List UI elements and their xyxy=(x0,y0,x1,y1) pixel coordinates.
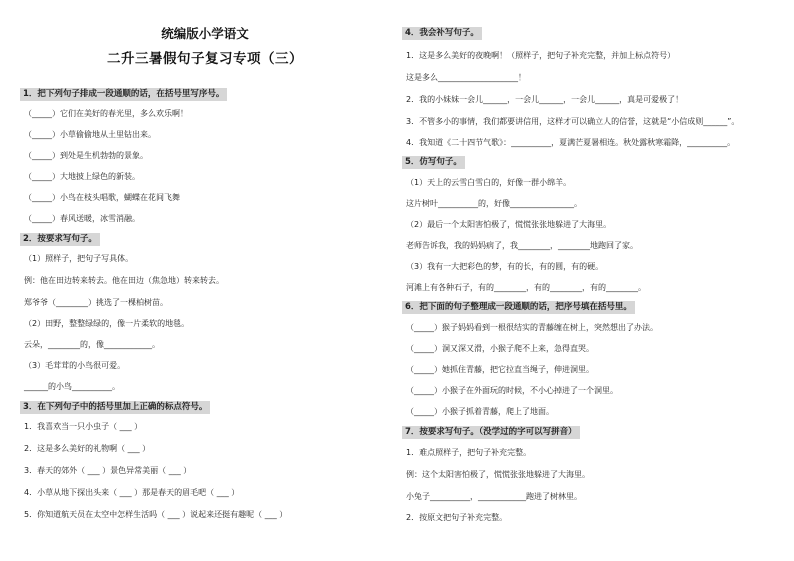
s2-item-2: 例：他在田边转来转去。他在田边（焦急地）转来转去。 xyxy=(24,276,224,285)
s5-item-6: 河滩上有各种石子，有的________，有的________，有的________。 xyxy=(406,283,646,292)
s5-item-3: （2）最后一个太阳害怕极了，慌慌张张地躲进了大海里。 xyxy=(406,220,612,229)
s4-item-5: 4．我知道《二十四节气歌》：__________，夏满芒夏暑相连。秋处露秋寒霜降，__________。 xyxy=(406,138,736,147)
s7-item-1: 1．难点照样子，把句子补充完整。 xyxy=(406,448,532,457)
s1-item-6: （_____）春风送暖，冰雪消融。 xyxy=(24,214,140,223)
s3-item-1: 1．我喜欢当一只小虫子（ ___ ） xyxy=(24,422,143,431)
s1-item-5: （_____）小鸟在枝头唱歌，蝴蝶在花间飞舞 xyxy=(24,193,180,202)
s6-item-1: （_____）猴子妈妈看到一根很结实的青藤缠在树上，突然想出了办法。 xyxy=(406,323,658,332)
s4-item-3: 2．我的小妹妹一会儿______，一会儿______，一会儿______，真是可爱极了！ xyxy=(406,95,684,104)
s1-item-4: （_____）大地披上绿色的新装。 xyxy=(24,172,140,181)
s2-item-3: 郑爷爷（________）挑选了一棵柏树苗。 xyxy=(24,298,168,307)
s7-item-3: 小兔子__________，____________跑进了树林里。 xyxy=(406,492,582,501)
s6-item-2: （_____）洞又深又滑，小猴子爬不上来，急得直哭。 xyxy=(406,344,594,353)
s1-item-3: （_____）到处是生机勃勃的景象。 xyxy=(24,151,148,160)
section-1-header: 1．把下列句子排成一段通顺的话，在括号里写序号。 xyxy=(20,88,227,101)
s6-item-3: （_____）她抓住青藤，把它拉直当绳子，伸进洞里。 xyxy=(406,365,594,374)
s4-item-2: 这是多么____________________！ xyxy=(406,73,526,82)
s5-item-4: 老师告诉我，我的妈妈病了，我________，________地跑回了家。 xyxy=(406,241,638,250)
section-3-header: 3．在下列句子中的括号里加上正确的标点符号。 xyxy=(20,401,210,414)
s5-item-1: （1）天上的云雪白雪白的，好像一群小绵羊。 xyxy=(406,178,572,187)
s2-item-5: 云朵，________的，像____________。 xyxy=(24,340,160,349)
s4-item-4: 3．不管多小的事情，我们都要讲信用，这样才可以确立人的信誉，这就是“小信成则______”。 xyxy=(406,117,740,126)
s3-item-2: 2．这是多么美好的礼物啊（ ___ ） xyxy=(24,444,151,453)
s4-item-1: 1．这是多么美好的夜晚啊！（照样子，把句子补充完整，并加上标点符号） xyxy=(406,51,676,60)
s2-item-4: （2）田野，整整绿绿的，像一片柔软的地毯。 xyxy=(24,319,190,328)
s2-item-7: ______的小鸟__________。 xyxy=(24,382,120,391)
section-6-header: 6．把下面的句子整理成一段通顺的话，把序号填在括号里。 xyxy=(402,301,635,314)
worksheet-title: 统编版小学语文 xyxy=(161,26,249,41)
section-7-header: 7．按要求写句子。（没学过的字可以写拼音） xyxy=(402,426,580,439)
s6-item-4: （_____）小猴子在外面玩的时候，不小心掉进了一个洞里。 xyxy=(406,386,618,395)
section-2-header: 2．按要求写句子。 xyxy=(20,233,100,246)
s2-item-1: （1）照样子，把句子写具体。 xyxy=(24,254,134,263)
s3-item-3: 3．春天的郊外（ ___ ）景色异常美丽（ ___ ） xyxy=(24,466,192,475)
s3-item-5: 5．你知道航天员在太空中怎样生活吗（ ___ ）说起来还挺有趣呢（ ___ ） xyxy=(24,510,288,519)
s7-item-4: 2．按原文把句子补充完整。 xyxy=(406,513,508,522)
s5-item-2: 这片树叶__________的，好像________________。 xyxy=(406,199,582,208)
section-4-header: 4．我会补写句子。 xyxy=(402,27,482,40)
s1-item-2: （_____）小草偷偷地从土里钻出来。 xyxy=(24,130,156,139)
s6-item-5: （_____）小猴子抓着青藤，爬上了地面。 xyxy=(406,407,554,416)
s1-item-1: （_____）它们在美好的春光里，多么欢乐啊！ xyxy=(24,109,188,118)
s5-item-5: （3）我有一大把彩色的梦，有的长，有的圆，有的硬。 xyxy=(406,262,604,271)
worksheet-subtitle: 二升三暑假句子复习专项（三） xyxy=(107,51,303,67)
section-5-header: 5．仿写句子。 xyxy=(402,156,465,169)
s3-item-4: 4．小草从地下探出头来（ ___ ）那是春天的眉毛吧（ ___ ） xyxy=(24,488,240,497)
s2-item-6: （3）毛茸茸的小鸟很可爱。 xyxy=(24,361,126,370)
s7-item-2: 例：这个太阳害怕极了，慌慌张张地躲进了大海里。 xyxy=(406,470,590,479)
